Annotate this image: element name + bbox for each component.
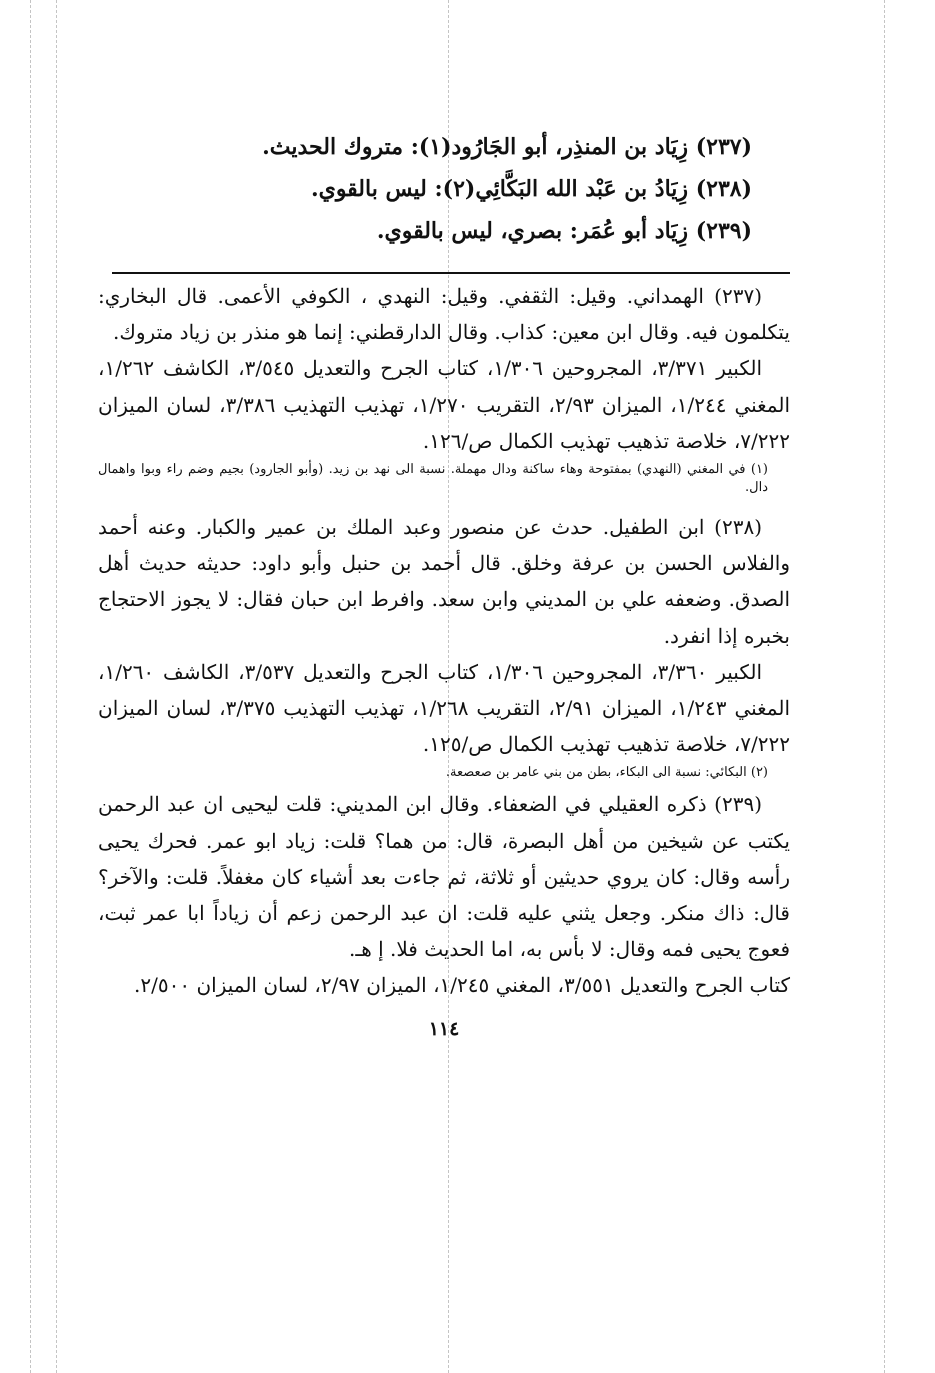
- entry-238: (٢٣٨) زِيَادُ بن عَبْد الله البَكَّائِي(٢): ليس بالقوي.: [310, 176, 752, 202]
- document-page: [98, 126, 790, 1040]
- separator-rule: [112, 272, 790, 274]
- note-237-text: (٢٣٧) الهمداني. وقيل: الثقفي. وقيل: النهدي ، الكوفي الأعمى. قال البخاري: يتكلمون فيه. وقال ابن معين: كذاب. وقال الدارقطني: إنما هو منذر بن زياد متروك.: [98, 284, 790, 345]
- scan-guide-line: [30, 0, 31, 1373]
- footnote-2: (٢) البكائي: نسبة الى البكاء، بطن من بني عامر بن صعصعة.: [445, 765, 768, 781]
- note-238-text: (٢٣٨) ابن الطفيل. حدث عن منصور وعبد الملك بن عمير والكبار. وعنه أحمد والفلاس الحسن بن عرفة وخلق. قال أحمد بن حنبل وأبو داود: حديثه حديث أهل الصدق. وضعفه علي بن المديني وابن سعد. وافرط ابن حبان فقال: لا يجوز الاحتجاج بخبره إذا انفرد.: [98, 515, 791, 648]
- footnote-1: (١) في المغني (النهدي) بمفتوحة وهاء ساكنة ودال مهملة. نسبة الى نهد بن زيد. (وأبو الجارود) بجيم وضم راء وبوا واهمال دال.: [98, 462, 768, 496]
- scan-guide-line: [884, 0, 885, 1373]
- commentary: [98, 278, 790, 1004]
- note-239-refs: كتاب الجرح والتعديل ٣/٥٥١، المغني ١/٢٤٥، الميزان ٢/٩٧، لسان الميزان ٢/٥٠٠.: [134, 973, 790, 998]
- note-238-refs: الكبير ٣/٣٦٠، المجروحين ١/٣٠٦، كتاب الجرح والتعديل ٣/٥٣٧، الكاشف ١/٢٦٠، المغني ١/٢٤٣، الميزان ٢/٩١، التقريب ١/٢٦٨، تهذيب التهذيب ٣/٣٧٥، لسان الميزان ٧/٢٢٢، خلاصة تذهيب تهذيب الكمال ص/١٢٥.: [98, 659, 791, 757]
- note-239-text: (٢٣٩) ذكره العقيلي في الضعفاء. وقال ابن المديني: قلت ليحيى ان عبد الرحمن يكتب عن شيخين من أهل البصرة، قال: من هما؟ قلت: زياد ابو عمر. فحرك يحيى رأسه وقال: كان يروي حديثين أو ثلاثة، ثم جاءت بعد أشياء كان مغفلاً. قلت: والآخر؟ قال: ذاك منكر. وجعل يثني عليه قلت: ان عبد الرحمن زعم أن زياداً ابا عمر ثبت، فعوج يحيى فمه وقال: لا بأس به، اما الحديث فلا. إ هـ.: [98, 792, 790, 962]
- entry-237: (٢٣٧) زِيَاد بن المنذِر، أبو الجَارُود(١): متروك الحديث.: [262, 134, 752, 160]
- note-237-refs: الكبير ٣/٣٧١، المجروحين ١/٣٠٦، كتاب الجرح والتعديل ٣/٥٤٥، الكاشف ١/٢٦٢، المغني ١/٢٤٤، الميزان ٢/٩٣، التقريب ١/٢٧٠، تهذيب التهذيب ٣/٣٨٦، لسان الميزان ٧/٢٢٢، خلاصة تذهيب تهذيب الكمال ص/١٢٦.: [98, 356, 791, 453]
- scan-guide-line: [56, 0, 57, 1373]
- page-number: ١١٤: [428, 1017, 460, 1040]
- entry-list: [98, 126, 790, 252]
- entry-239: (٢٣٩) زِيَاد أبو عُمَر: بصري، ليس بالقوي.: [376, 218, 752, 244]
